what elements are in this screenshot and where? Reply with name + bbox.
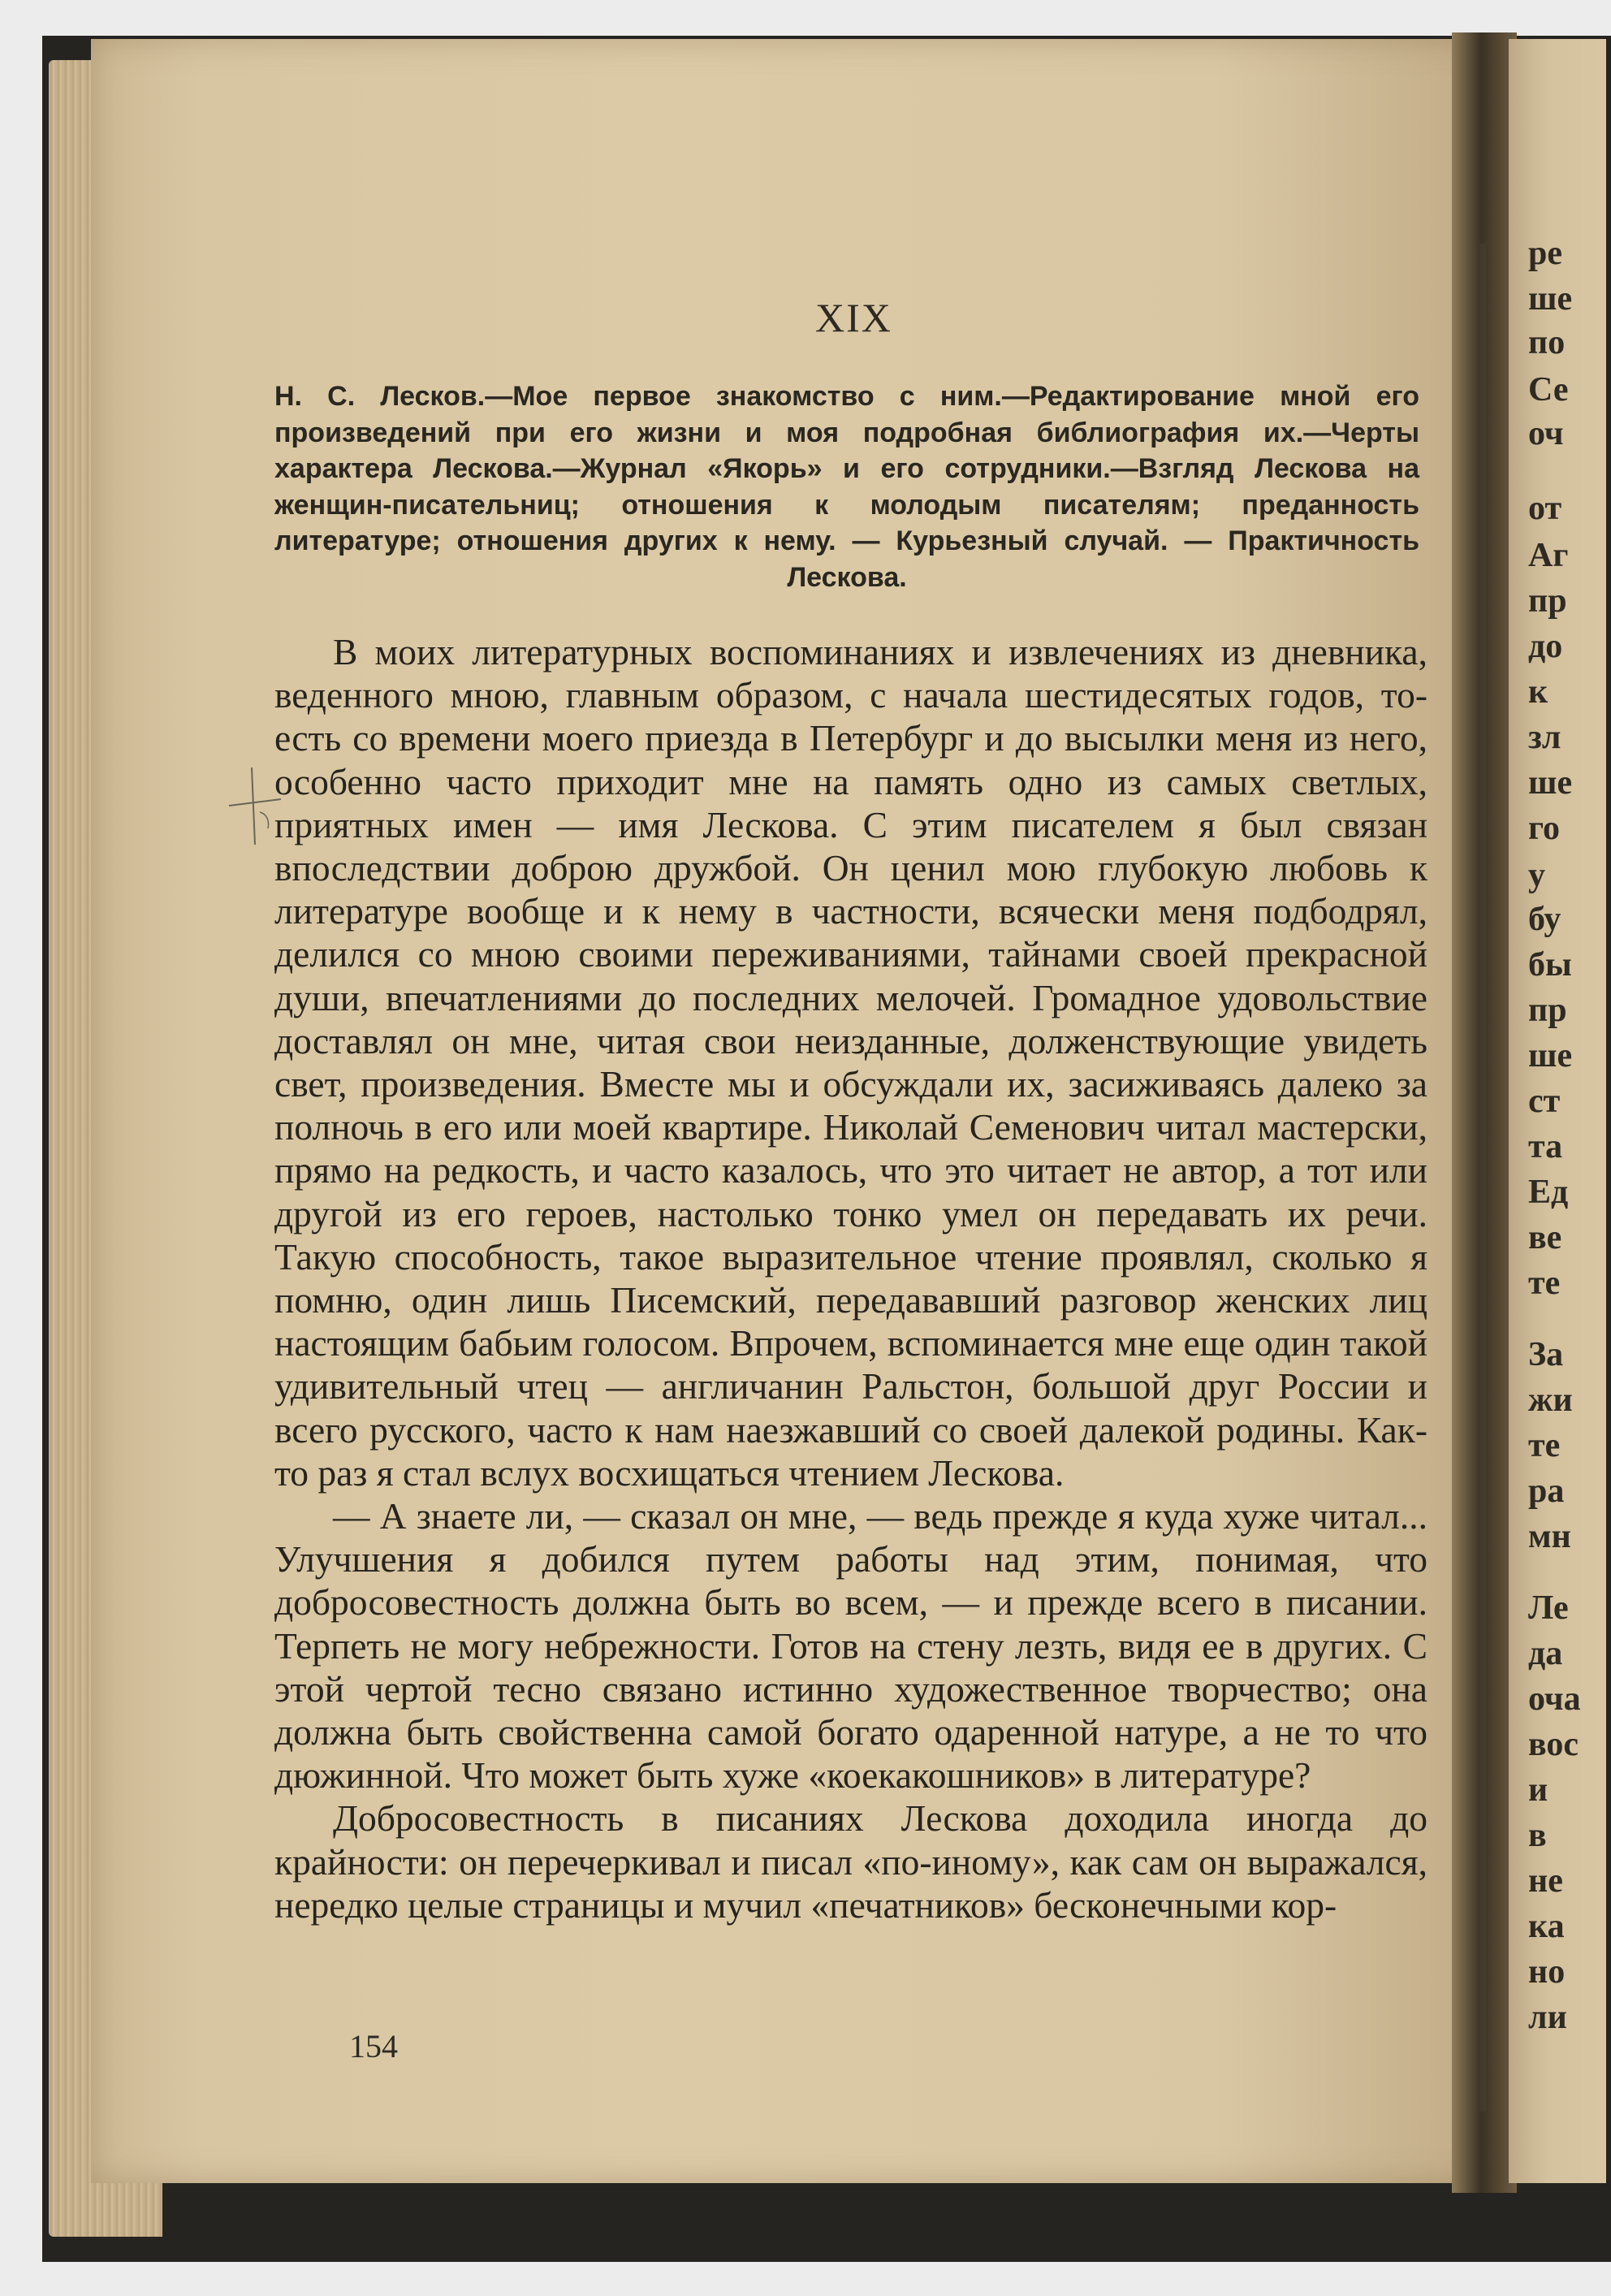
next-page-fragment: ли [1528, 1999, 1567, 2036]
next-page-fragment: Ле [1528, 1589, 1569, 1627]
next-page-fragment: За [1528, 1336, 1564, 1373]
next-page-fragment: по [1528, 324, 1566, 361]
chapter-summary: Н. С. Лесков.—Мое первое знакомство с ним.—Редактирование мной его произведений при его жизни и моя подробная библиография их.—Черты характера Лескова.—Журнал «Якорь» и его сотрудники.—Взгляд Лескова на женщин-писательниц; отношения к молодым писателям; преданность литературе; отношения других к нему. — Курьезный случай. — Практичность Лескова. [274, 381, 1419, 593]
next-page-fragment: мн [1528, 1518, 1571, 1555]
next-page-fragment: зл [1528, 719, 1561, 756]
next-page-fragment: ре [1528, 235, 1562, 272]
next-page-edge [1509, 39, 1606, 2183]
next-page-fragment: те [1528, 1265, 1561, 1302]
next-page-fragment: пр [1528, 582, 1567, 620]
next-page-fragment: ше [1528, 1037, 1573, 1074]
paragraph: В моих литературных воспоминаниях и извлечениях из дневника, веденного мною, главным образом, с начала шестидесятых годов, то-есть со времени моего приезда в Петербург и до высылки меня из него, особенно часто приходит мне на память одно из самых светлых, приятных имен — имя Лескова. С этим писателем я был связан впоследствии доброю дружбой. Он ценил мою глубокую любовь к литературе вообще и к нему в частности, всячески меня подбодрял, делился со мною своими переживаниями, тайнами своей прекрасной души, впечатлениями до последних мелочей. Громадное удовольствие доставлял он мне, читая свои неизданные, долженствующие увидеть свет, произведения. Вместе мы и обсуждали их, засиживаясь далеко за полночь в его или моей квартире. Николай Семенович читал мастерски, прямо на редкость, и часто казалось, что это читает не автор, а тот или другой из его героев, настолько тонко умел он передавать их речи. Такую способность, такое выразительное чтение проявлял, сколько я помню, один лишь Писемский, передававший разговор женских лиц настоящим бабьим голосом. Впрочем, вспоминается мне еще один такой удивительный чтец — англичанин Ральстон, большой друг России и всего русского, часто к нам наезжавший со своей далекой родины. Как-то раз я стал вслух восхищаться чтением Лескова. [274, 631, 1427, 1494]
next-page-fragment: ше [1528, 764, 1573, 802]
paragraph: — А знаете ли, — сказал он мне, — ведь прежде я куда хуже читал... Улучшения я добился путем работы над этим, понимая, что добросовестность должна быть во всем, — и прежде всего в писании. Терпеть не могу небрежности. Готов на стену лезть, видя ее в других. С этой чертой тесно связано истинно художественное творчество; она должна быть свойственна самой богато одаренной натуре, а не то что дюжинной. Что может быть хуже «коекакошников» в литературе? [274, 1495, 1427, 1797]
body-text [274, 630, 1427, 1926]
next-page-fragment: и [1528, 1771, 1548, 1809]
next-page-fragment: жи [1528, 1381, 1573, 1419]
next-page-fragment: пр [1528, 992, 1567, 1029]
page-number: 154 [349, 2028, 398, 2065]
next-page-fragment: вос [1528, 1726, 1579, 1763]
next-page-fragment: бу [1528, 901, 1561, 938]
next-page-fragment: ше [1528, 280, 1573, 318]
next-page-fragment: Аг [1528, 537, 1569, 574]
next-page-fragment: ка [1528, 1908, 1565, 1945]
next-page-fragment: но [1528, 1953, 1566, 1991]
binding-ribbon [1479, 244, 1486, 2112]
next-page-fragment: та [1528, 1128, 1563, 1165]
next-page-fragment: го [1528, 810, 1561, 847]
next-page-fragment: к [1528, 673, 1548, 711]
next-page-fragment: ве [1528, 1219, 1562, 1256]
next-page-fragment: ра [1528, 1472, 1565, 1510]
next-page-fragment: у [1528, 857, 1545, 894]
next-page-fragment: бы [1528, 946, 1572, 984]
next-page-fragment: до [1528, 628, 1563, 665]
next-page-fragment: ст [1528, 1083, 1561, 1120]
paragraph: Добросовестность в писаниях Лескова доходила иногда до крайности: он перечеркивал и писал «по-иному», как сам он выражался, нередко целые страницы и мучил «печатников» бесконечными кор- [274, 1797, 1427, 1926]
chapter-number: XIX [815, 295, 892, 340]
next-page-fragment: не [1528, 1862, 1563, 1900]
next-page-fragment: оча [1528, 1680, 1581, 1718]
next-page-fragment: да [1528, 1635, 1563, 1672]
next-page-fragment: те [1528, 1427, 1561, 1464]
next-page-fragment: Се [1528, 371, 1569, 409]
next-page-fragment: от [1528, 490, 1562, 527]
next-page-fragment: в [1528, 1817, 1547, 1854]
next-page-fragment: Ед [1528, 1174, 1569, 1211]
next-page-fragment: оч [1528, 415, 1564, 452]
